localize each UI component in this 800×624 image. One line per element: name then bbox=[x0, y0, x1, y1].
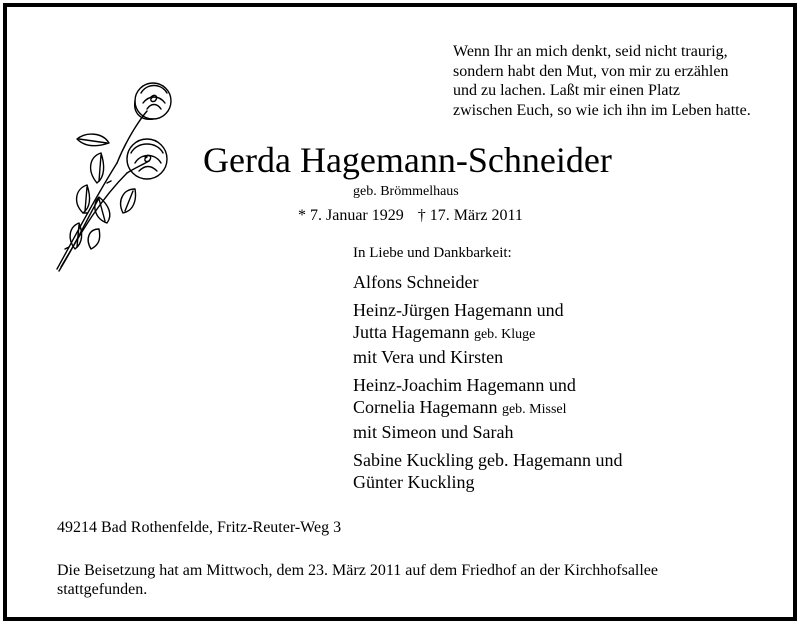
mourner-line: mit Vera und Kirsten bbox=[353, 347, 504, 367]
mourner-line bbox=[353, 396, 622, 421]
obituary-frame bbox=[3, 3, 797, 621]
address: 49214 Bad Rothenfelde, Fritz-Reuter-Weg 3 bbox=[57, 519, 342, 536]
mourner-name: Jutta Hagemann bbox=[353, 322, 470, 342]
mourner-line: mit Simeon und Sarah bbox=[353, 422, 514, 442]
mourner-line: Heinz-Joachim Hagemann und bbox=[353, 375, 576, 395]
mourner-line: Heinz-Jürgen Hagemann und bbox=[353, 300, 564, 320]
quote-line-2: sondern habt den Mut, von mir zu erzählen bbox=[453, 62, 729, 80]
funeral-note-line-1: Die Beisetzung hat am Mittwoch, dem 23. März 2011 auf dem Friedhof an der Kirchhofsallee bbox=[57, 562, 659, 579]
rose-icon bbox=[47, 73, 177, 277]
life-dates bbox=[298, 207, 523, 225]
mourners-intro: In Liebe und Dankbarkeit: bbox=[353, 245, 512, 261]
mourner-line: Günter Kuckling bbox=[353, 472, 475, 492]
death-date: † 17. März 2011 bbox=[417, 207, 523, 224]
birth-date: * 7. Januar 1929 bbox=[298, 207, 404, 224]
mourner-group bbox=[353, 271, 622, 293]
maiden-name: geb. Missel bbox=[501, 402, 567, 417]
mourner-line bbox=[353, 321, 622, 346]
mourner-line: Sabine Kuckling geb. Hagemann und bbox=[353, 450, 623, 470]
quote-line-4: zwischen Euch, so wie ich ihn im Leben hatte. bbox=[453, 101, 751, 119]
mourners-list bbox=[353, 271, 622, 499]
mourner-group bbox=[353, 449, 622, 493]
maiden-name: geb. Kluge bbox=[473, 327, 536, 342]
deceased-name: Gerda Hagemann-Schneider bbox=[203, 140, 612, 180]
birth-name: geb. Brömmelhaus bbox=[353, 184, 459, 199]
funeral-note-line-2: stattgefunden. bbox=[57, 581, 148, 598]
quote-line-1: Wenn Ihr an mich denkt, seid nicht traurig, bbox=[453, 43, 728, 60]
mourner-name: Cornelia Hagemann bbox=[353, 397, 498, 417]
mourner-line: Alfons Schneider bbox=[353, 272, 479, 292]
quote bbox=[453, 42, 751, 120]
mourner-group bbox=[353, 374, 622, 443]
mourner-group bbox=[353, 299, 622, 368]
funeral-note bbox=[57, 561, 757, 599]
quote-line-3: und zu lachen. Laßt mir einen Platz bbox=[453, 82, 681, 99]
